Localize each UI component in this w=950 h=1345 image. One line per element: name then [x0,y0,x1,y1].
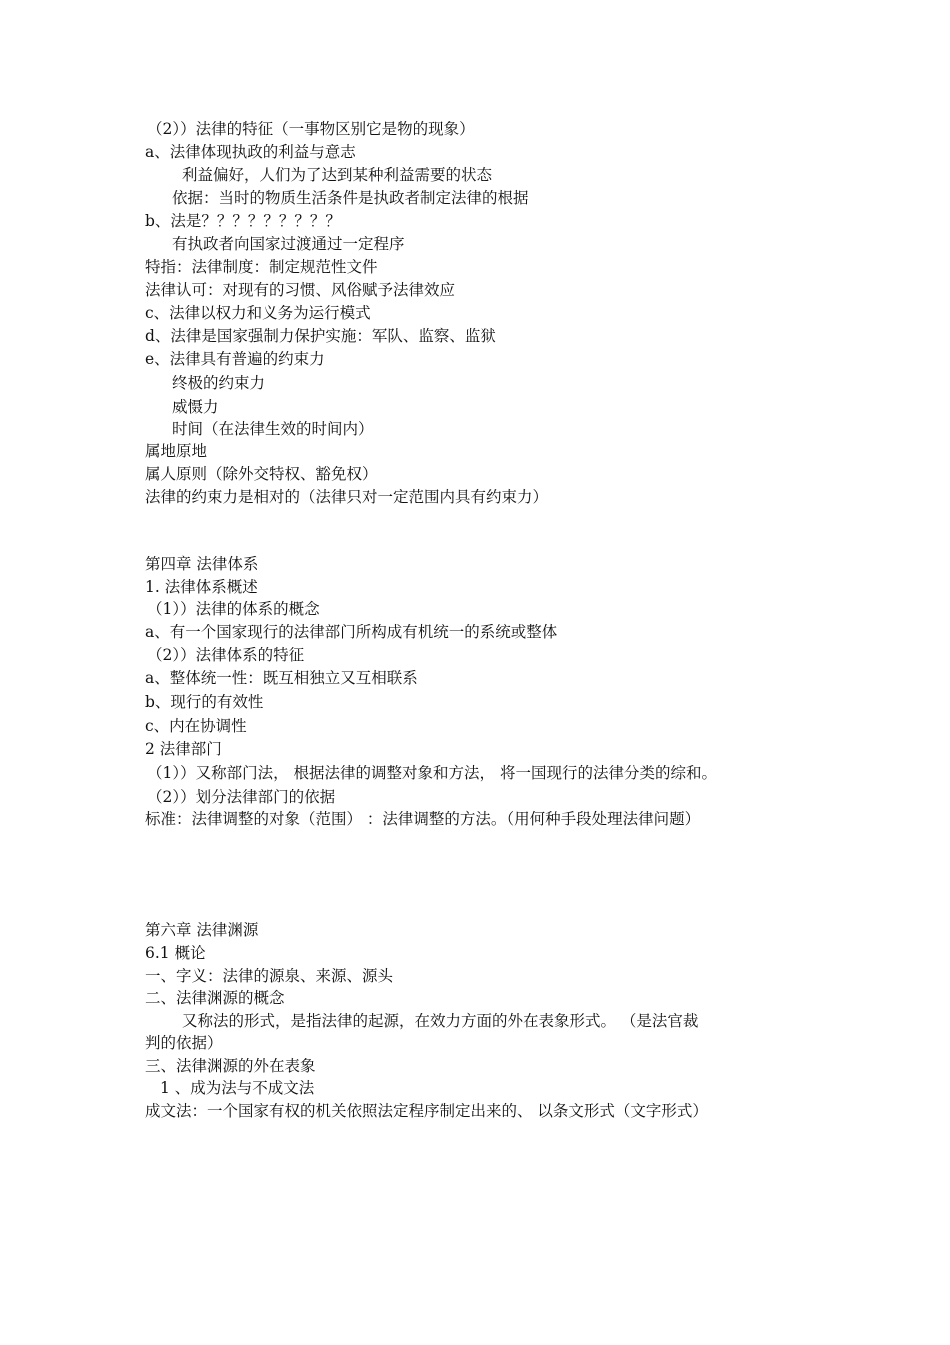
text-line: b、法是？？？？？？？？？ [145,212,341,230]
text-line: 1. 法律体系概述 [145,578,258,596]
text-line: 利益偏好，人们为了达到某种利益需要的状态 [182,166,493,184]
text-line: 威慑力 [172,398,219,416]
text-line: （2））划分法律部门的依据 [147,788,336,806]
text-line: 终极的约束力 [172,374,266,392]
text-line: （1））又称部门法， 根据法律的调整对象和方法， 将一国现行的法律分类的综和。 [147,764,717,782]
text-line: 一、字义：法律的源泉、来源、源头 [145,967,394,985]
text-line: （2））法律的特征（一事物区别它是物的现象） [147,120,475,138]
text-line: c、法律以权力和义务为运行模式 [145,304,371,322]
text-line: 成文法：一个国家有权的机关依照法定程序制定出来的、 以条文形式（文字形式） [145,1102,708,1120]
text-line: 时间（在法律生效的时间内） [172,420,374,438]
text-line: 二、法律渊源的概念 [145,989,285,1007]
text-line: 有执政者向国家过渡通过一定程序 [172,235,405,253]
text-line: 属地原地 [145,442,208,460]
text-line: b、现行的有效性 [145,693,264,711]
text-line: 法律的约束力是相对的（法律只对一定范围内具有约束力） [145,488,549,506]
text-line: 属人原则（除外交特权、豁免权） [145,465,378,483]
chapter-title: 第四章 法律体系 [145,555,259,573]
text-line: 判的依据） [145,1034,223,1052]
chapter-title: 第六章 法律渊源 [145,921,259,939]
text-line: （1））法律的体系的概念 [147,600,320,618]
text-line: 依据：当时的物质生活条件是执政者制定法律的根据 [172,189,529,207]
text-line: c、内在协调性 [145,717,247,735]
text-line: 三、法律渊源的外在表象 [145,1057,316,1075]
text-line: 1 、成为法与不成文法 [160,1079,315,1097]
text-line: 标准：法律调整的对象（范围） ：法律调整的方法。（用何种手段处理法律问题） [145,810,701,828]
text-line: e、法律具有普遍的约束力 [145,350,325,368]
text-line: 6.1 概论 [145,944,206,962]
text-line: a、法律体现执政的利益与意志 [145,143,356,161]
text-line: （2））法律体系的特征 [147,646,305,664]
text-line: 又称法的形式，是指法律的起源，在效力方面的外在表象形式。 （是法官裁 [182,1012,699,1030]
text-line: 2 法律部门 [145,740,222,758]
text-line: 特指：法律制度：制定规范性文件 [145,258,378,276]
text-line: a、有一个国家现行的法律部门所构成有机统一的系统或整体 [145,623,558,641]
text-line: d、法律是国家强制力保护实施：军队、监察、监狱 [145,327,496,345]
text-line: a、整体统一性：既互相独立又互相联系 [145,669,418,687]
text-line: 法律认可：对现有的习惯、风俗赋予法律效应 [145,281,456,299]
